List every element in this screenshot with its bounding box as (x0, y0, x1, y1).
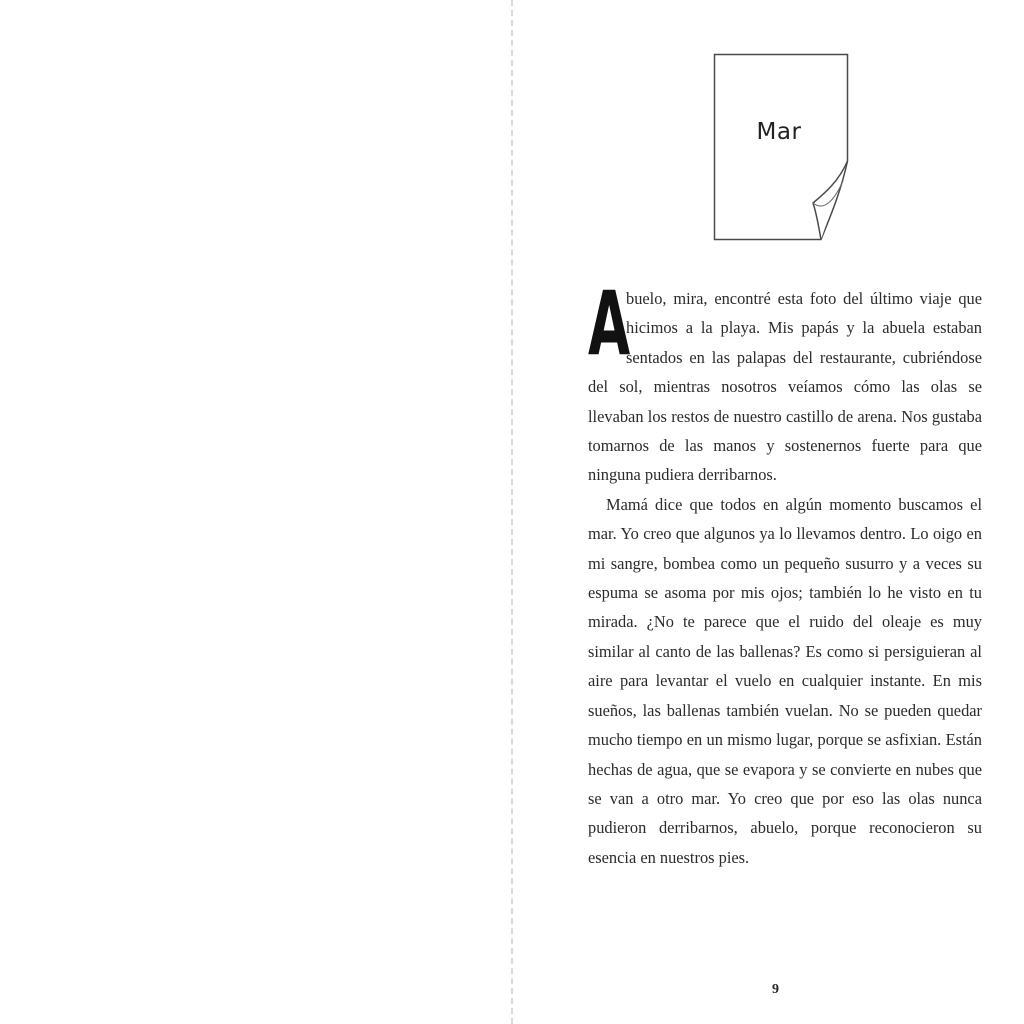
story-text (588, 272, 982, 872)
right-page (514, 0, 1024, 1024)
paragraph-1 (588, 272, 982, 490)
page-fold-divider (511, 0, 513, 1024)
note-title: Mar (756, 119, 802, 145)
paragraph-2: Mamá dice que todos en algún momento buscamos el mar. Yo creo que algunos ya lo llevamos dentro. Lo oigo en mi sangre, bombea como un pequeño susurro y a veces su espuma se asoma por mis ojos; también lo he visto en tu mirada. ¿No te parece que el ruido del oleaje es muy similar al canto de las ballenas? Es como si persiguieran al aire para levantar el vuelo en cualquier instante. En mis sueños, las ballenas también vuelan. No se pueden quedar mucho tiempo en un mismo lugar, porque se asfixian. Están hechas de agua, que se evapora y se convierte en nubes que se van a otro mar. Yo creo que por eso las olas nunca pudieron derribarnos, abuelo, porque reconocieron su esencia en nuestros pies. (588, 494, 982, 867)
folded-note-illustration (713, 53, 849, 241)
drop-cap: A (588, 272, 631, 375)
paragraph-1-text: buelo, mira, encontré esta foto del último viaje que hicimos a la playa. Mis papás y la abuela estaban sentados en las palapas del restaurante, cubriéndose del sol, mientras nosotros veíamos cómo las olas se llevaban los restos de nuestro castillo de arena. Nos gustaba tomarnos de las manos y sostenernos fuerte para que ninguna pudiera derribarnos. (588, 289, 982, 485)
page-number: 9 (772, 982, 779, 997)
curled-paper-icon (713, 53, 849, 241)
